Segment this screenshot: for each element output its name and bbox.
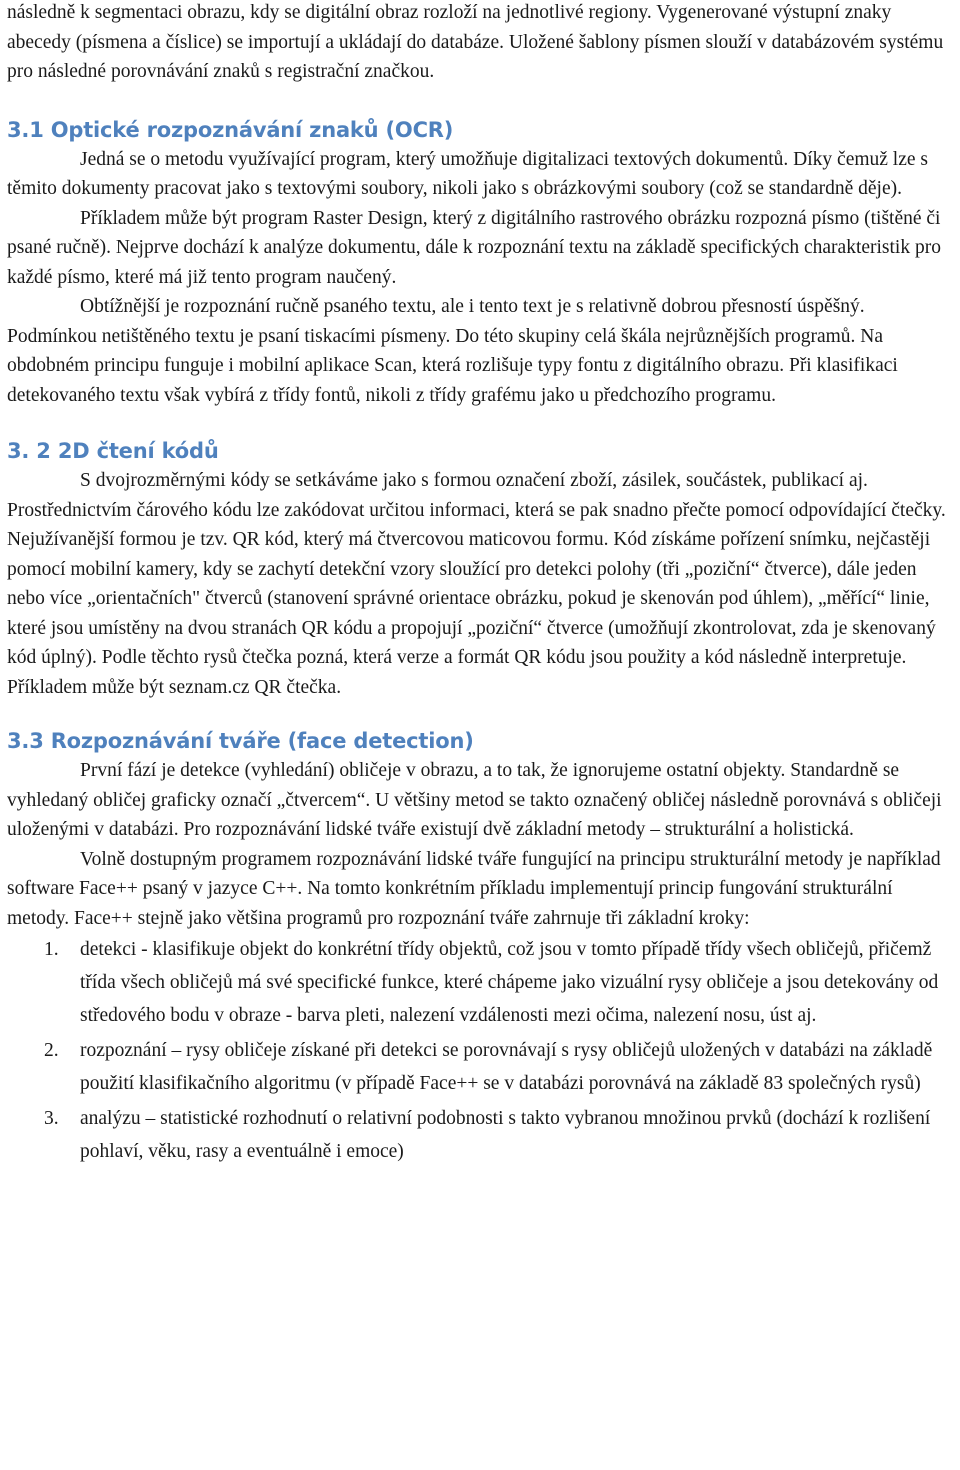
list-item-number: 1. — [44, 939, 59, 960]
list-item-number: 2. — [44, 1040, 59, 1061]
list-item — [7, 933, 955, 1032]
face-paragraph-2: Volně dostupným programem rozpoznávání lidské tváře fungující na principu strukturální metody je například software Face++ psaný v jazyce C++. Na tomto konkrétním příkladu implementují princip fungování strukturální metody. Face++ stejně jako většina programů pro rozpoznání tváře zahrnuje tři základní kroky: — [7, 848, 941, 929]
steps-list — [7, 933, 955, 1168]
ocr-paragraph-2: Příkladem může být program Raster Design, který z digitálního rastrového obrázku rozpozná písmo (tištěné či psané ručně). Nejprve dochází k analýze dokumentu, dále k rozpoznání textu na základě specifických charakteristik pro každé písmo, které má již tento program naučený. — [7, 207, 941, 288]
ocr-paragraph-1: Jedná se o metodu využívající program, který umožňuje digitalizaci textových dokumentů. Díky čemuž lze s těmito dokumenty pracovat jako s textovými soubory, nikoli jako s obrázkovými soubory (což se standardně děje). — [7, 148, 929, 199]
face-paragraph-1: První fází je detekce (vyhledání) obličeje v obrazu, a to tak, že ignorujeme ostatní objekty. Standardně se vyhledaný obličej graficky označí „čtvercem“. U většiny metod se takto označený obličej následně porovnává s obličeji uloženými v databázi. Pro rozpoznávání lidské tváře existují dvě základní metody – strukturální a holistická. — [7, 760, 942, 840]
list-item — [7, 1034, 955, 1100]
document-page — [7, 0, 955, 1168]
codes-paragraph-1: S dvojrozměrnými kódy se setkáváme jako s formou označení zboží, zásilek, součástek, publikací aj. Prostřednictvím čárového kódu lze zakódovat určitou informaci, která se pak snadno přečte pomocí odpovídající čtečky. Nejužívanější formou je tzv. QR kód, který má čtvercovou maticovou formu. Kód získáme pořízení snímku, nejčastěji pomocí mobilní kamery, kdy se zachytí detekční vzory sloužící pro detekci polohy (tři „poziční“ čtverce), dále jeden nebo více „orientačních" čtverců (stanovení správné orientace obrázku, pokud je skenován pod úhlem), „měřící“ linie, které jsou umístěny na dvou stranách QR kódu a propojují „poziční“ čtverce (umožňují zkontrolovat, zda je skenovaný kód úplný). Podle těchto rysů čtečka pozná, která verze a formát QR kódu jsou použity a kód následně interpretuje. Příkladem může být seznam.cz QR čtečka. — [7, 470, 946, 698]
ocr-paragraph-3: Obtížnější je rozpoznání ručně psaného textu, ale i tento text je s relativně dobrou přesností úspěšný. Podmínkou netištěného textu je psaní tiskacími písmeny. Do této skupiny celá škála nejrůznějších programů. Na obdobném principu funguje i mobilní aplikace Scan, která rozlišuje typy fontu z digitálního obrazu. Při klasifikaci detekovaného textu však vybírá z třídy fontů, nikoli z třídy grafému jako u předchozího programu. — [7, 296, 898, 406]
intro-paragraph: následně k segmentaci obrazu, kdy se digitální obraz rozloží na jednotlivé regiony. Vygenerované výstupní znaky abecedy (písmena a číslice) se importují a ukládají do databáze. Uložené šablony písmen slouží v databázovém systému pro následné porovnávání znaků s registrační značkou. — [7, 2, 944, 82]
section-heading-ocr: 3.1 Optické rozpoznávání znaků (OCR) — [7, 117, 454, 142]
list-item-number: 3. — [44, 1108, 59, 1129]
list-item — [7, 1102, 955, 1168]
section-heading-face-detection: 3.3 Rozpoznávání tváře (face detection) — [7, 729, 474, 753]
list-item-text: analýzu – statistické rozhodnutí o relativní podobnosti s takto vybranou množinou prvků (dochází k rozlišení pohlaví, věku, rasy a eventuálně i emoce) — [80, 1108, 931, 1162]
section-heading-2d-codes: 3. 2 2D čtení kódů — [7, 439, 219, 463]
list-item-text: rozpoznání – rysy obličeje získané při detekci se porovnávají s rysy obličejů uložených v databázi na základě použití klasifikačního algoritmu (v případě Face++ se v databázi porovnává na základě 83 společných rysů) — [80, 1040, 933, 1094]
list-item-text: detekci - klasifikuje objekt do konkrétní třídy objektů, což jsou v tomto případě třídy všech obličejů, přičemž třída všech obličejů má své specifické funkce, které chápeme jako vizuální rysy obličeje a jsou detekovány od středového bodu v obraze - barva pleti, nalezení vzdálenosti mezi očima, nalezení nosu, úst aj. — [80, 939, 939, 1026]
